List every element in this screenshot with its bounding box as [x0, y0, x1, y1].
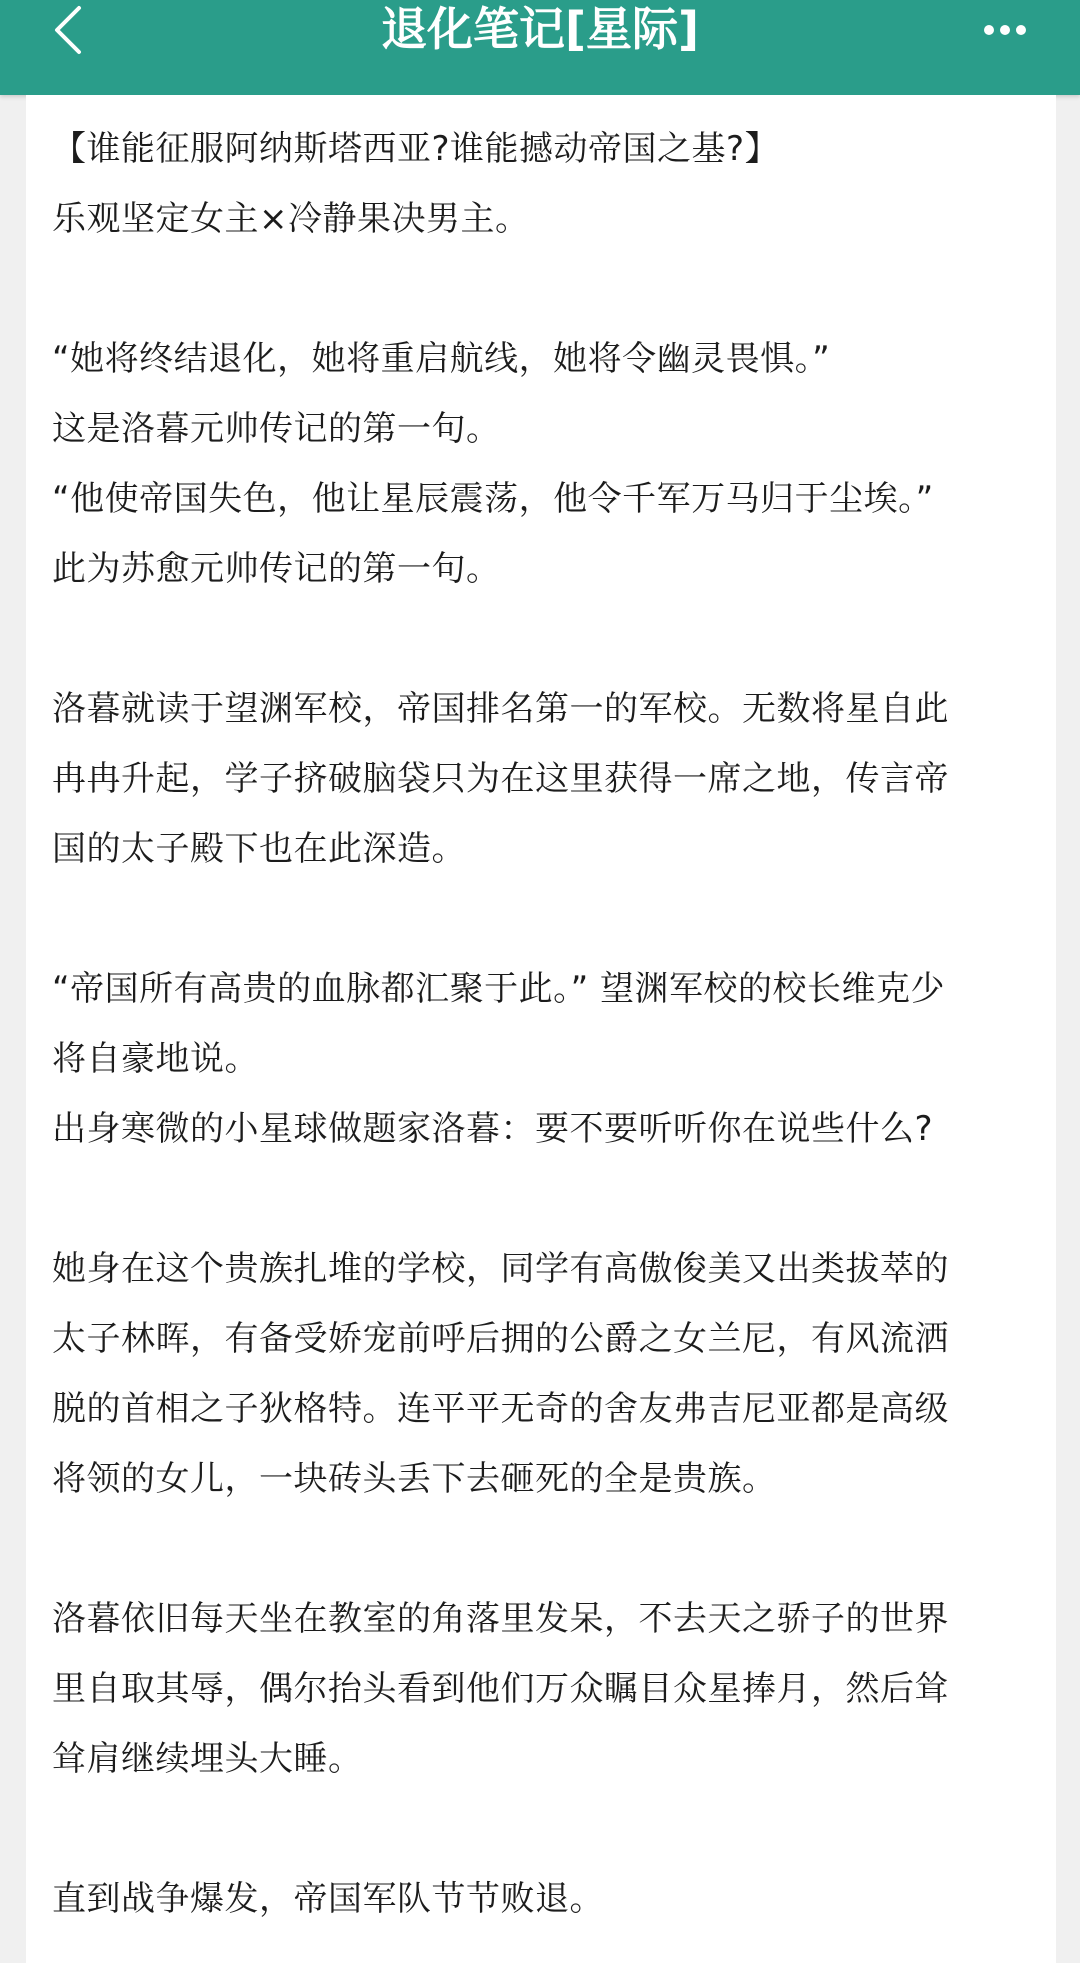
book-intro-panel: [26, 95, 1056, 1963]
text-line: 直到战争爆发，帝国军队节节败退。: [52, 1879, 604, 1919]
top-app-bar: [0, 0, 1080, 95]
text-line: 此为苏愈元帅传记的第一句。: [52, 549, 501, 589]
paragraph-gap: [52, 254, 1052, 324]
paragraph-gap: [52, 1164, 1052, 1234]
text-line: 洛暮依旧每天坐在教室的角落里发呆，不去天之骄子的世界: [52, 1599, 949, 1639]
more-dots-icon: [983, 24, 1027, 36]
text-line: 太子林晖，有备受娇宠前呼后拥的公爵之女兰尼，有风流洒: [52, 1319, 949, 1359]
text-line: 将自豪地说。: [52, 1039, 259, 1079]
more-button[interactable]: [970, 0, 1040, 60]
text-line: “他使帝国失色，他让星辰震荡，他令千军万马归于尘埃。”: [52, 479, 934, 519]
text-line: 乐观坚定女主×冷静果决男主。: [52, 199, 530, 239]
text-line: 里自取其辱，偶尔抬头看到他们万众瞩目众星捧月，然后耸: [52, 1669, 949, 1709]
text-line: 这是洛暮元帅传记的第一句。: [52, 409, 501, 449]
text-line: 国的太子殿下也在此深造。: [52, 829, 466, 869]
chevron-left-icon: [51, 4, 85, 56]
paragraph-gap: [52, 884, 1052, 954]
paragraph-gap: [52, 1514, 1052, 1584]
text-line: 将领的女儿，一块砖头丢下去砸死的全是贵族。: [52, 1459, 777, 1499]
paragraph-gap: [52, 1794, 1052, 1864]
text-line: 耸肩继续埋头大睡。: [52, 1739, 363, 1779]
back-button[interactable]: [38, 0, 98, 60]
text-line: 【谁能征服阿纳斯塔西亚?谁能撼动帝国之基?】: [52, 129, 780, 169]
text-line: 洛暮就读于望渊军校，帝国排名第一的军校。无数将星自此: [52, 689, 949, 729]
text-line: “她将终结退化，她将重启航线，她将令幽灵畏惧。”: [52, 339, 831, 379]
text-line: 脱的首相之子狄格特。连平平无奇的舍友弗吉尼亚都是高级: [52, 1389, 949, 1429]
page-title: 退化笔记[星际]: [380, 2, 700, 56]
text-line: 她身在这个贵族扎堆的学校，同学有高傲俊美又出类拔萃的: [52, 1249, 949, 1289]
text-line: 出身寒微的小星球做题家洛暮：要不要听听你在说些什么?: [52, 1109, 934, 1149]
text-line: “帝国所有高贵的血脉都汇聚于此。” 望渊军校的校长维克少: [52, 969, 946, 1009]
book-description: [52, 114, 1052, 1934]
paragraph-gap: [52, 604, 1052, 674]
text-line: 冉冉升起，学子挤破脑袋只为在这里获得一席之地，传言帝: [52, 759, 949, 799]
